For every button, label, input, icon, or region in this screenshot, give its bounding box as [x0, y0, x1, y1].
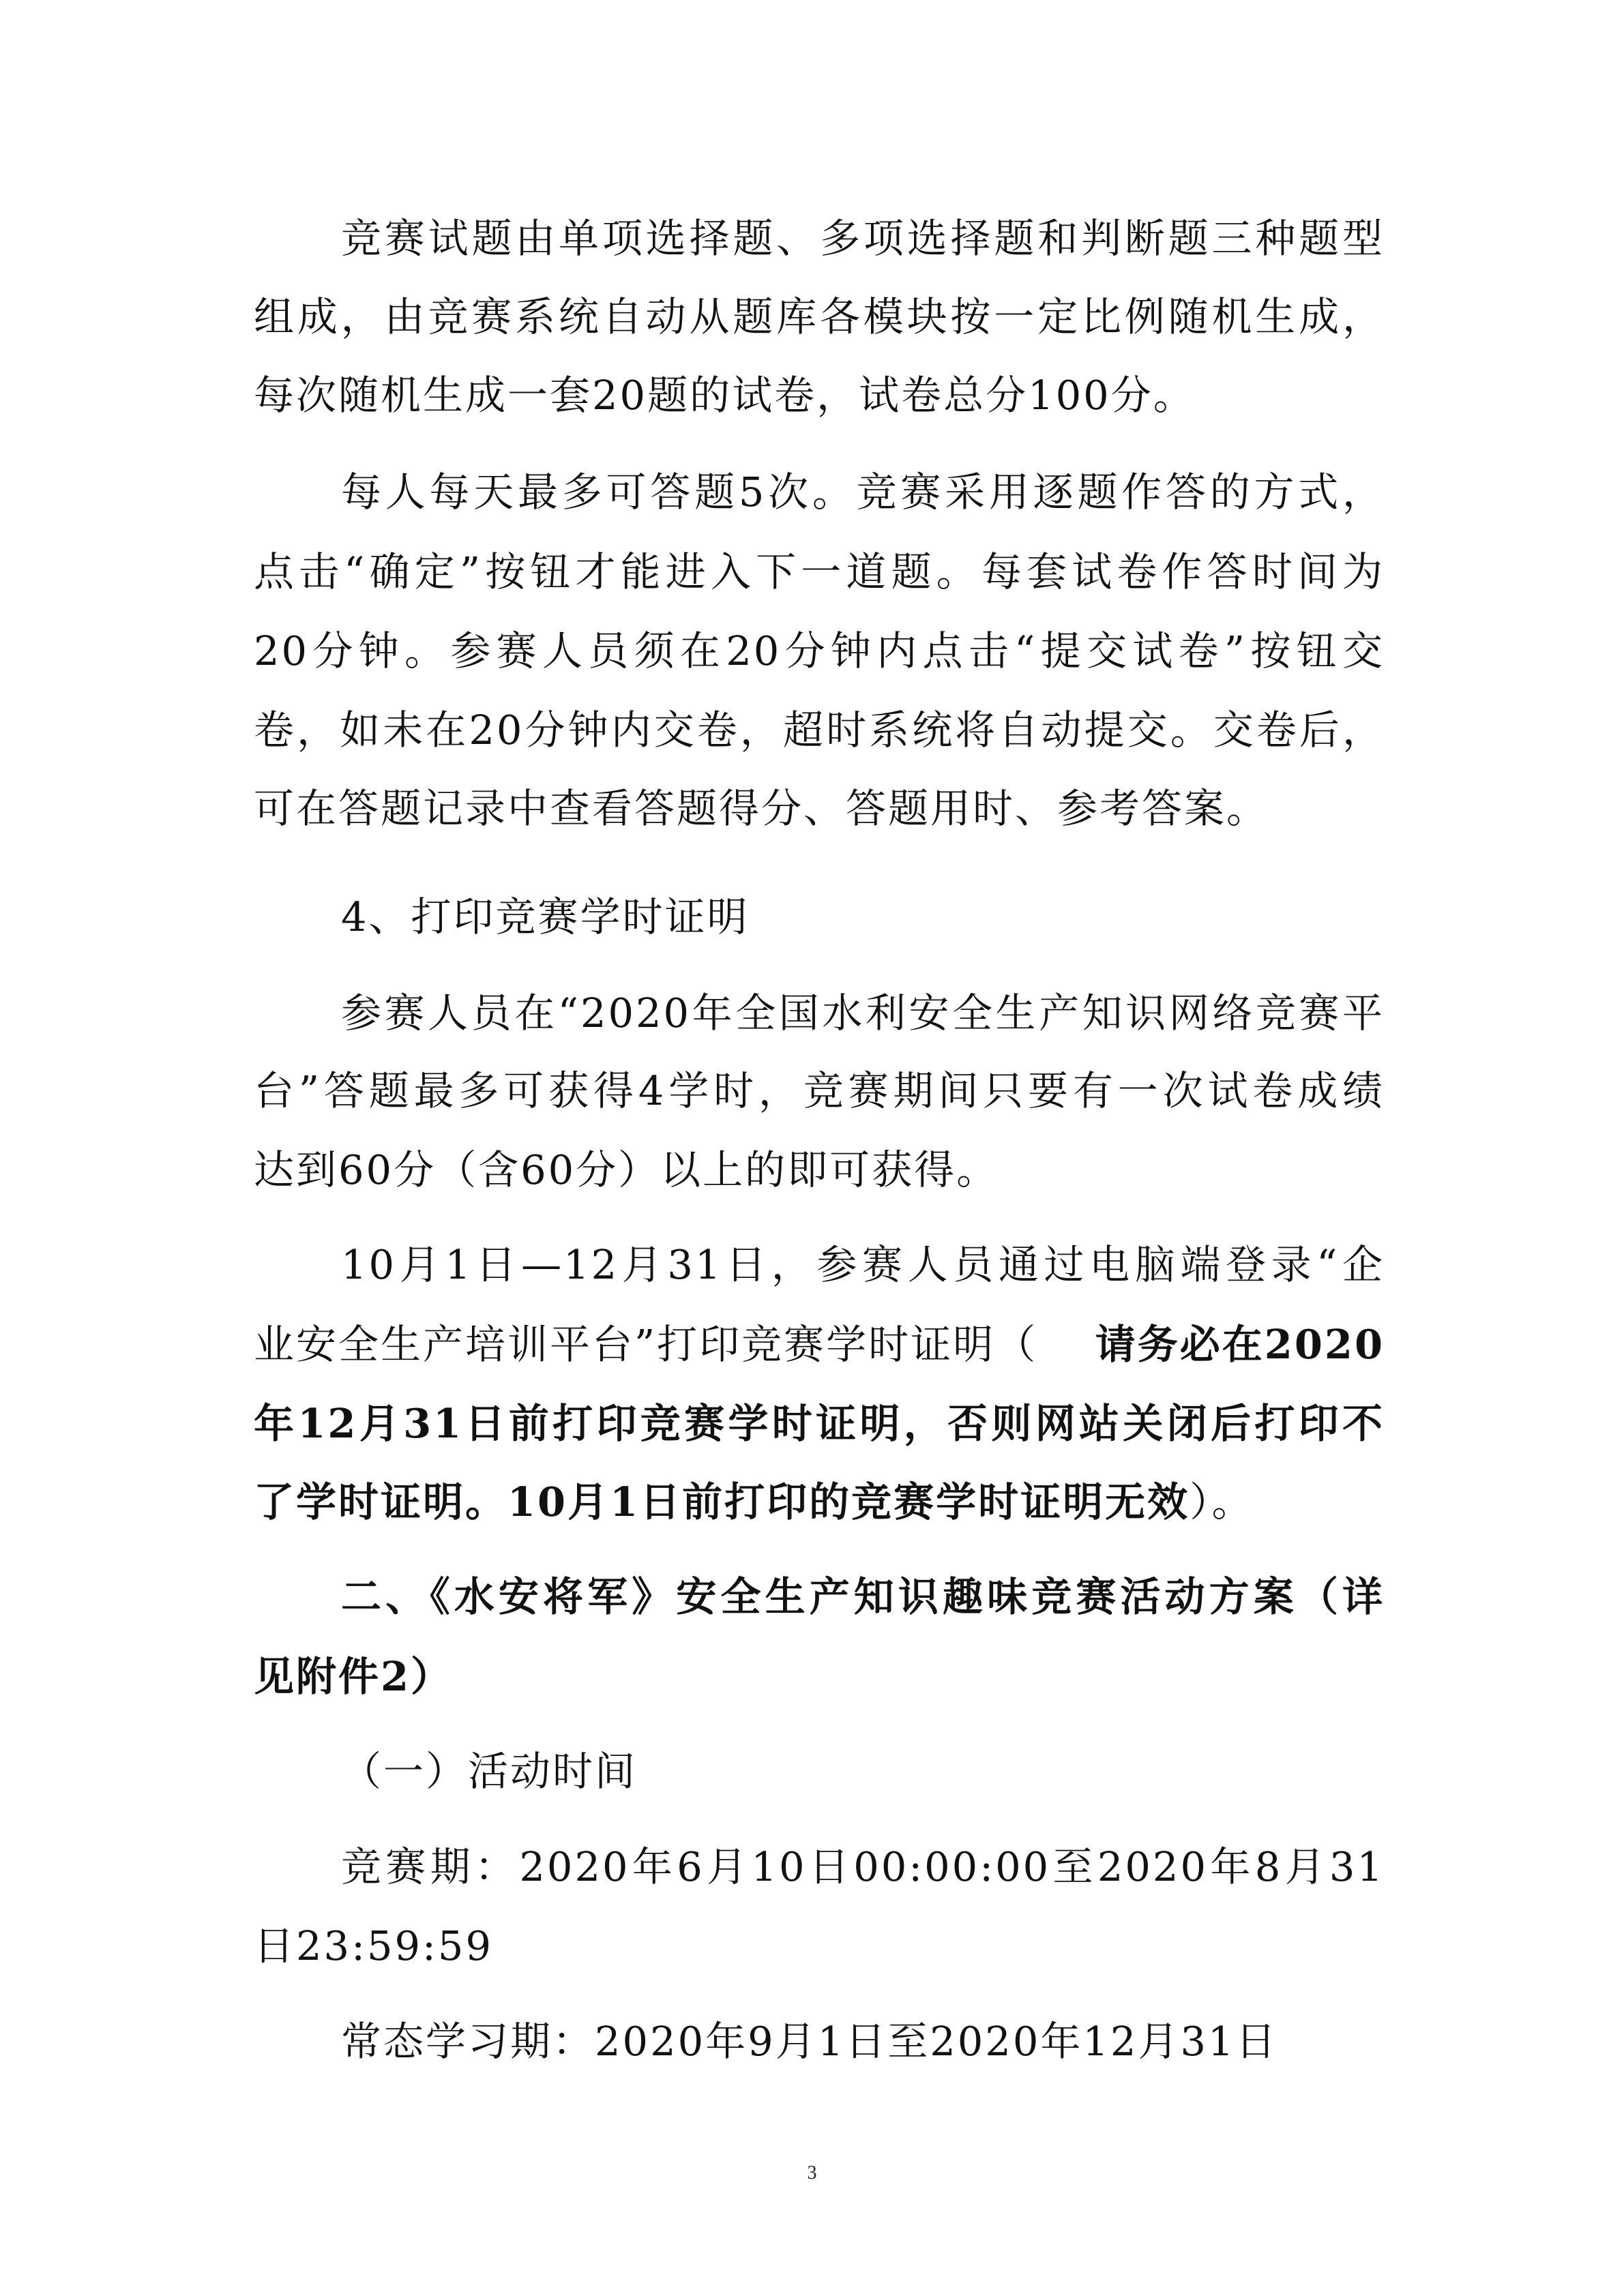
- paragraph-2-line-3: 20分钟。参赛人员须在20分钟内点击“提交试卷”按钮交: [254, 627, 1385, 674]
- paragraph-4-line-4-end: ）。: [1190, 1478, 1254, 1525]
- paragraph-1-line-3: 每次随机生成一套20题的试卷，试卷总分100分。: [254, 372, 1196, 419]
- paragraph-3-line-2: 台”答题最多可获得4学时，竞赛期间只要有一次试卷成绩: [254, 1067, 1385, 1114]
- paragraph-2-line-2: 点击“确定”按钮才能进入下一道题。每套试卷作答时间为: [254, 548, 1385, 595]
- paragraph-4-line-2-emphasis: 请务必在2020: [1095, 1321, 1385, 1368]
- paragraph-4-line-3-emphasis: 年12月31日前打印竞赛学时证明，否则网站关闭后打印不: [254, 1400, 1385, 1447]
- section-2-heading-line-1: 二、《水安将军》安全生产知识趣味竞赛活动方案（详: [341, 1573, 1385, 1620]
- paragraph-3-line-3: 达到60分（含60分）以上的即可获得。: [254, 1146, 999, 1193]
- subsection-activity-time: （一）活动时间: [341, 1748, 638, 1795]
- paragraph-4-line-2-normal: 业安全生产培训平台”打印竞赛学时证明（: [254, 1321, 1038, 1368]
- paragraph-2-line-1: 每人每天最多可答题5次。竞赛采用逐题作答的方式，: [341, 468, 1385, 516]
- paragraph-4-line-4: [254, 1475, 1254, 1530]
- paragraph-2-line-4: 卷，如未在20分钟内交卷，超时系统将自动提交。交卷后，: [254, 706, 1385, 754]
- paragraph-1-line-2: 组成，由竞赛系统自动从题库各模块按一定比例随机生成，: [254, 293, 1385, 340]
- paragraph-4-line-4-emphasis: 了学时证明。10月1日前打印的竞赛学时证明无效: [254, 1478, 1190, 1525]
- paragraph-4-line-2: [254, 1317, 1385, 1372]
- section-2-heading-line-2: 见附件2）: [254, 1653, 454, 1700]
- competition-period-line-1: 竞赛期：2020年6月10日00:00:00至2020年8月31: [341, 1843, 1385, 1890]
- paragraph-4-line-1: 10月1日—12月31日，参赛人员通过电脑端登录“企: [341, 1241, 1385, 1288]
- paragraph-3-line-1: 参赛人员在“2020年全国水利安全生产知识网络竞赛平: [341, 989, 1385, 1037]
- study-period: 常态学习期：2020年9月1日至2020年12月31日: [341, 2018, 1278, 2065]
- paragraph-1-line-1: 竞赛试题由单项选择题、多项选择题和判断题三种题型: [341, 215, 1385, 262]
- competition-period-line-2: 日23:59:59: [254, 1922, 493, 1969]
- paragraph-2-line-5: 可在答题记录中查看答题得分、答题用时、参考答案。: [254, 785, 1269, 832]
- section-heading-4: 4、打印竞赛学时证明: [341, 893, 750, 940]
- page-number: 3: [807, 2162, 817, 2183]
